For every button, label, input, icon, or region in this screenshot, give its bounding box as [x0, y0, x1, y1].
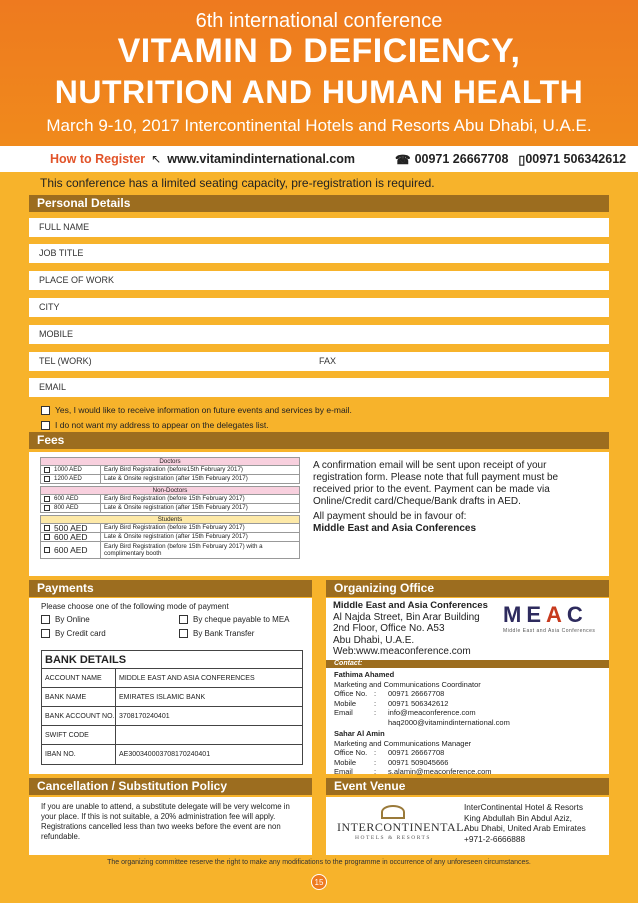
venue-line: InterContinental Hotel & Resorts: [464, 802, 583, 812]
pay-bank-option[interactable]: [179, 629, 254, 639]
conference-title-line1: VITAMIN D DEFICIENCY,: [117, 32, 521, 70]
mobile-field[interactable]: MOBILE: [29, 325, 609, 344]
intercontinental-logo-name: INTERCONTINENTAL.: [337, 820, 468, 834]
contact-office: 00971 26667708: [388, 748, 445, 758]
favour-name: Middle East and Asia Conferences: [313, 523, 477, 534]
bank-row: [42, 745, 302, 764]
seating-notice: This conference has a limited seating capacity, pre-registration is required.: [40, 176, 435, 190]
contact-email-key: Email: [334, 767, 353, 777]
newsletter-checkbox[interactable]: [41, 406, 50, 415]
city-field[interactable]: CITY: [29, 298, 609, 317]
fee-checkbox[interactable]: [44, 496, 50, 502]
fee-checkbox[interactable]: [44, 547, 50, 553]
contact-email[interactable]: haq2000@vitamindinternational.com: [388, 717, 510, 727]
bank-details-table: [41, 650, 303, 765]
bank-value: MIDDLE EAST AND ASIA CONFERENCES: [119, 675, 255, 682]
tel-work-field[interactable]: TEL (WORK): [39, 356, 92, 366]
hide-address-checkbox-label: I do not want my address to appear on the delegates list.: [55, 420, 269, 430]
organizer-web[interactable]: Web:www.meaconference.com: [333, 646, 471, 657]
fee-description: Late & Onsite registration (after 15th February 2017): [104, 475, 248, 482]
contact-email[interactable]: s.alamin@meaconference.com: [388, 767, 492, 777]
favour-text: All payment should be in favour of:: [313, 511, 467, 522]
venue-phone: +971-2-6666888: [464, 833, 526, 844]
contact-email-key: Email: [334, 708, 353, 718]
fee-row[interactable]: [40, 495, 300, 504]
pay-credit-checkbox[interactable]: [41, 629, 50, 638]
personal-details-header: Personal Details: [29, 195, 609, 212]
colon: :: [374, 698, 377, 708]
job-title-field[interactable]: JOB TITLE: [29, 244, 609, 263]
hide-address-checkbox[interactable]: [41, 421, 50, 430]
email-field[interactable]: EMAIL: [29, 378, 609, 397]
contact-name: Fathima Ahamed: [334, 670, 395, 679]
fee-row[interactable]: [40, 475, 300, 484]
conference-dateline: March 9-10, 2017 Intercontinental Hotels and Resorts Abu Dhabi, U.A.E.: [46, 116, 592, 135]
bank-key: ACCOUNT NAME: [42, 669, 116, 687]
bank-value: [116, 726, 302, 744]
bank-row: [42, 707, 302, 726]
organizer-addr2: 2nd Floor, Office No. A53: [333, 623, 445, 634]
register-phone2: 00971 506342612: [525, 152, 627, 166]
meac-logo-sub: Middle East and Asia Conferences: [503, 628, 596, 634]
contact-office-key: Office No.: [334, 689, 368, 699]
contact-mobile-key: Mobile: [334, 757, 357, 767]
venue-line: King Abdullah Bin Abdul Aziz,: [464, 812, 572, 823]
conference-subtitle: 6th international conference: [195, 10, 443, 32]
bank-row: [42, 688, 302, 707]
fee-description: Early Bird Registration (before15th February 2017): [104, 466, 243, 473]
bank-value: AE300340003708170240401: [119, 751, 211, 758]
contact-mobile: 00971 506342612: [388, 698, 449, 708]
contact-office-key: Office No.: [334, 748, 368, 758]
register-phone1: 00971 26667708: [414, 152, 509, 166]
confirmation-text: A confirmation email will be sent upon receipt of your registration form. Please note that full payment must be received prior to the event. Payment can be made via Online/Credit card/Cheque/Bank drafts in AED.: [313, 460, 559, 507]
contact-label: Contact:: [326, 660, 609, 668]
pay-cheque-option[interactable]: [179, 615, 290, 625]
bank-value: 3708170240401: [119, 713, 170, 720]
place-of-work-field[interactable]: PLACE OF WORK: [29, 271, 609, 290]
fee-checkbox[interactable]: [44, 476, 50, 482]
organizer-name: Middle East and Asia Conferences: [333, 600, 488, 611]
phone-icon: ☎: [394, 152, 411, 167]
cursor-icon: ↖: [151, 152, 162, 166]
pay-cheque-checkbox[interactable]: [179, 615, 188, 624]
payment-intro: Please choose one of the following mode of payment: [41, 602, 229, 611]
payments-header: Payments: [29, 580, 312, 597]
organizing-office-header: Organizing Office: [326, 580, 609, 597]
bank-key: SWIFT CODE: [42, 726, 116, 744]
intercontinental-emblem-icon: [381, 805, 405, 819]
bank-details-title: BANK DETAILS: [42, 651, 302, 669]
intercontinental-logo-sub: HOTELS & RESORTS: [355, 835, 431, 841]
fee-amount: 1000 AED: [54, 466, 82, 473]
pay-bank-checkbox[interactable]: [179, 629, 188, 638]
fee-amount: 800 AED: [54, 504, 79, 511]
colon: :: [374, 689, 377, 699]
bank-row: [42, 726, 302, 745]
fee-row[interactable]: [40, 533, 300, 542]
bank-key: BANK NAME: [42, 688, 116, 706]
fees-panel: [29, 452, 609, 576]
contact-person-1: [334, 670, 510, 728]
conference-header: [0, 0, 638, 146]
pay-credit-option[interactable]: [41, 629, 106, 639]
fee-checkbox[interactable]: [44, 525, 50, 531]
contact-email[interactable]: info@meaconference.com: [388, 708, 476, 718]
fee-description: Early Bird Registration (before 15th February 2017): [104, 524, 245, 531]
cancellation-panel: [29, 797, 312, 855]
organizer-addr1: Al Najda Street, Bin Arar Building: [333, 611, 480, 623]
disclaimer: The organizing committee reserve the right to make any modifications to the programme in occurrence of any unforeseen circumstances.: [107, 859, 531, 866]
register-website-link[interactable]: www.vitamindinternational.com: [167, 152, 355, 166]
nondoctors-heading: Non-Doctors: [40, 486, 300, 495]
cancellation-text: If you are unable to attend, a substitute delegate will be very welcome in your place. If this is not suitable, a 20% administration fee will apply. Registrations cancelled less than two weeks before the event are non refundable.: [41, 802, 290, 841]
how-to-register-label: How to Register: [50, 152, 146, 166]
contact-office: 00971 26667708: [388, 689, 445, 699]
hide-address-checkbox-row[interactable]: [41, 420, 269, 430]
fees-header: Fees: [29, 432, 609, 449]
pay-online-checkbox[interactable]: [41, 615, 50, 624]
fee-description: Early Bird Registration (before 15th February 2017): [104, 495, 245, 502]
students-heading: Students: [40, 515, 300, 524]
newsletter-checkbox-label: Yes, I would like to receive information on future events and services by e-mail.: [55, 405, 352, 415]
colon: :: [374, 748, 377, 758]
fee-amount: 600 AED: [54, 532, 88, 542]
newsletter-checkbox-row[interactable]: [41, 405, 352, 415]
fee-checkbox[interactable]: [44, 467, 50, 473]
fee-description: Early Bird Registration (before 15th February 2017) with a complimentary booth: [104, 543, 263, 557]
meac-logo-word: MEAC: [503, 602, 588, 627]
venue-line: Abu Dhabi, United Arab Emirates: [464, 823, 586, 833]
fee-description: Late & Onsite registration (after 15th February 2017): [104, 533, 248, 540]
bank-value: EMIRATES ISLAMIC BANK: [119, 694, 206, 701]
bank-key: BANK ACCOUNT NO.: [42, 707, 116, 725]
pay-credit-label: By Credit card: [55, 629, 106, 638]
fees-info: [313, 460, 573, 538]
contact-mobile: 00971 509045666: [388, 757, 449, 767]
venue-panel: [326, 797, 609, 855]
colon: :: [374, 708, 377, 718]
contact-role: Marketing and Communications Coordinator: [334, 679, 481, 689]
doctors-heading: Doctors: [40, 457, 300, 466]
colon: :: [374, 757, 377, 767]
organizer-addr3: Abu Dhabi, U.A.E.: [333, 634, 415, 646]
tel-fax-row: [29, 352, 609, 371]
contact-name: Sahar Al Amin: [334, 729, 385, 738]
contact-mobile-key: Mobile: [334, 698, 357, 708]
colon: :: [374, 767, 377, 777]
cancellation-header: Cancellation / Substitution Policy: [29, 778, 312, 795]
page-number: 15: [311, 874, 327, 890]
contact-role: Marketing and Communications Manager: [334, 738, 472, 748]
fee-amount: 600 AED: [54, 495, 79, 502]
fee-description: Late & Onsite registration (after 15th February 2017): [104, 504, 248, 511]
pay-cheque-label: By cheque payable to MEA: [193, 615, 290, 624]
fee-checkbox[interactable]: [44, 534, 50, 540]
bank-row: [42, 669, 302, 688]
meac-logo: [503, 602, 613, 634]
contact-person-2: [334, 729, 492, 777]
fax-field[interactable]: FAX: [319, 356, 337, 366]
payments-panel: [29, 598, 312, 774]
register-bar: [0, 146, 638, 172]
fee-row[interactable]: [40, 466, 300, 475]
mobile-icon: ▯: [518, 152, 526, 167]
fee-amount: 500 AED: [54, 523, 88, 533]
fee-row[interactable]: [40, 542, 300, 559]
pay-online-option[interactable]: [41, 615, 90, 625]
fee-row[interactable]: [40, 504, 300, 513]
pay-online-label: By Online: [55, 615, 90, 624]
fee-amount: 600 AED: [54, 544, 88, 555]
fee-amount: 1200 AED: [54, 475, 82, 482]
organizing-panel: [326, 598, 609, 777]
venue-address: [464, 802, 609, 844]
organizer-address: [333, 600, 513, 658]
intercontinental-logo: [337, 805, 468, 841]
fees-table: [40, 457, 300, 559]
event-venue-header: Event Venue: [326, 778, 609, 795]
fee-checkbox[interactable]: [44, 505, 50, 511]
pay-bank-label: By Bank Transfer: [193, 629, 255, 638]
conference-title-line2: NUTRITION AND HUMAN HEALTH: [54, 74, 584, 110]
bank-key: IBAN NO.: [42, 745, 116, 764]
full-name-field[interactable]: FULL NAME: [29, 218, 609, 237]
